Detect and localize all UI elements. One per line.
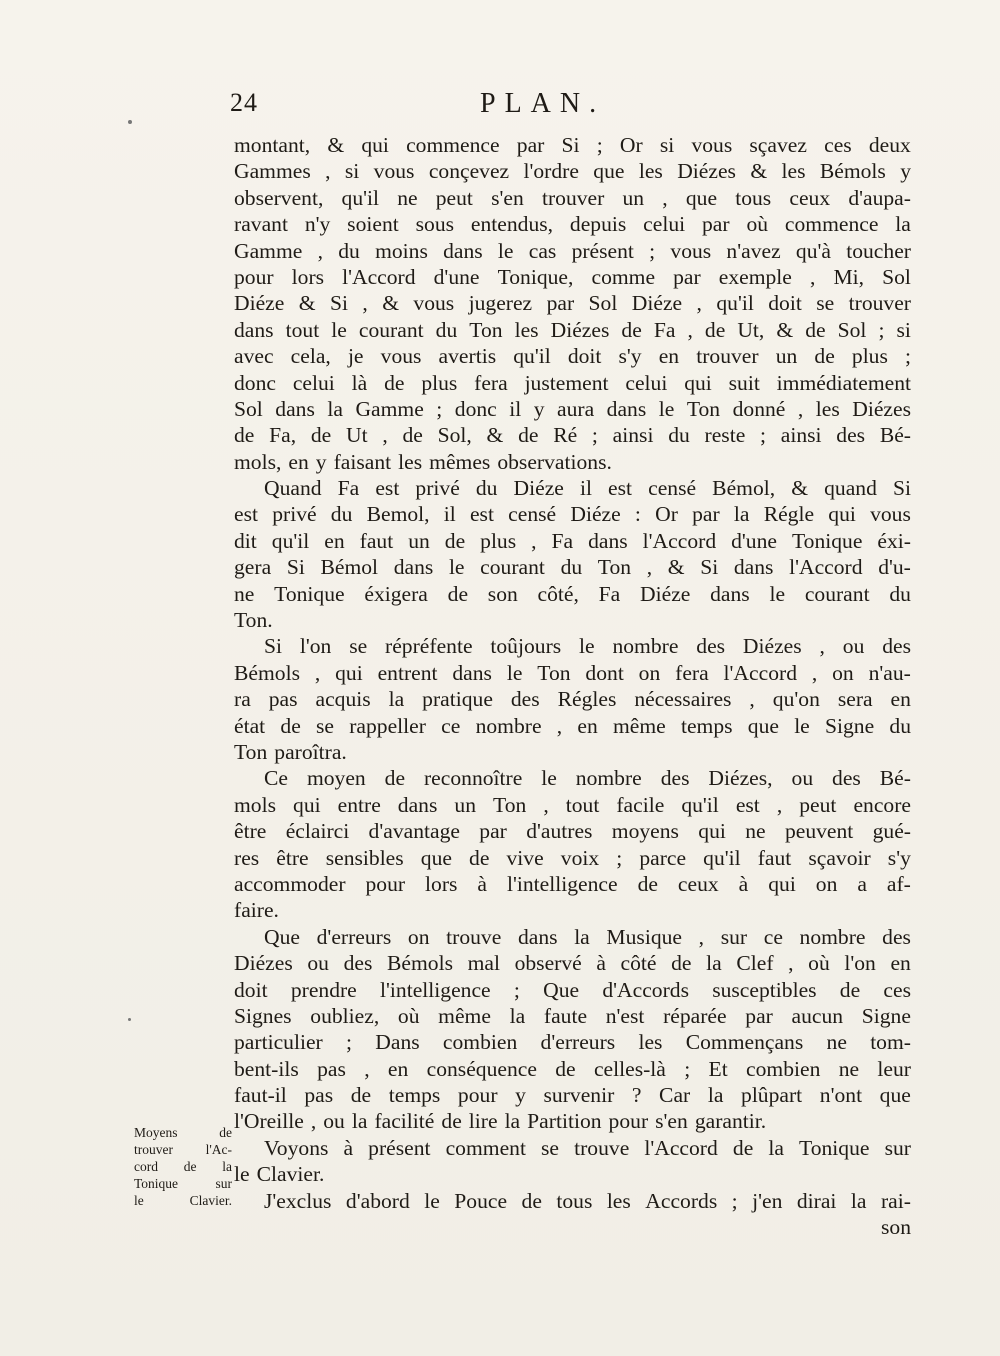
text-line: bent-ils pas , en conséquence de celles-là ; Et combien ne leur <box>234 1056 911 1081</box>
text-line: ra pas acquis la pratique des Régles nécessaires , qu'on sera en <box>234 687 911 712</box>
text-line: mols qui entre dans un Ton , tout facile qu'il est , peut encore <box>234 792 911 817</box>
ink-spot <box>128 1018 131 1021</box>
text-line: état de se rappeller ce nombre , en même temps que le Signe du <box>234 713 911 738</box>
text-line: J'exclus d'abord le Pouce de tous les Accords ; j'en dirai la rai- <box>264 1188 911 1213</box>
text-line: Quand Fa est privé du Diéze il est censé Bémol, & quand Si <box>264 476 911 501</box>
margin-note <box>134 1124 232 1209</box>
text-line: dit qu'il en faut un de plus , Fa dans l'Accord d'une Tonique éxi- <box>234 528 911 553</box>
text-line: ravant n'y soient sous entendus, depuis celui par où commence la <box>234 212 911 237</box>
text-line: son <box>881 1215 911 1240</box>
ink-spot <box>128 120 132 124</box>
text-line: faut-il pas de temps pour y survenir ? Car la plûpart n'ont que <box>234 1083 911 1108</box>
text-line: montant, & qui commence par Si ; Or si vous sçavez ces deux <box>234 133 911 157</box>
text-line: Diézes ou des Bémols mal observé à côté de la Clef , où l'on en <box>234 951 911 976</box>
text-line: pour lors l'Accord d'une Tonique, comme par exemple , Mi, Sol <box>234 264 911 289</box>
text-line: observent, qu'il ne peut s'en trouver un , que tous ceux d'aupa- <box>234 185 911 210</box>
text-line: faire. <box>234 898 279 923</box>
text-line: dans tout le courant du Ton les Diézes de Fa , de Ut, & de Sol ; si <box>234 317 911 342</box>
text-line: de Fa, de Ut , de Sol, & de Ré ; ainsi du reste ; ainsi des Bé- <box>234 423 911 448</box>
margin-note-line: Moyens de <box>134 1125 232 1140</box>
text-line: ne Tonique éxigera de son côté, Fa Diéze dans le courant du <box>234 581 911 606</box>
page-number: 24 <box>230 88 258 117</box>
text-line: Signes oubliez, où même la faute n'est réparée par aucun Signe <box>234 1003 911 1028</box>
text-line: être éclairci d'avantage par d'autres moyens qui ne peuvent gué- <box>234 819 911 844</box>
text-line: l'Oreille , ou la facilité de lire la Partition pour s'en garantir. <box>234 1109 767 1134</box>
text-line: particulier ; Dans combien d'erreurs les Commençans ne tom- <box>234 1030 911 1055</box>
text-line: le Clavier. <box>234 1162 325 1187</box>
text-line: res être sensibles que de vive voix ; parce qu'il faut sçavoir s'y <box>234 845 911 870</box>
running-title: PLAN. <box>480 88 606 119</box>
text-line: Diéze & Si , & vous jugerez par Sol Diéze , qu'il doit se trouver <box>234 291 911 316</box>
margin-note-line: trouver l'Ac- <box>134 1142 232 1157</box>
text-line: Sol dans la Gamme ; donc il y aura dans le Ton donné , les Diézes <box>234 396 911 421</box>
text-line: Gammes , si vous conçevez l'ordre que les Diézes & les Bémols y <box>234 159 911 184</box>
text-line: accommoder pour lors à l'intelligence de ceux à qui on a af- <box>234 871 911 896</box>
text-line: Gamme , du moins dans le cas présent ; vous n'avez qu'à toucher <box>234 238 911 263</box>
body-text <box>234 132 911 1240</box>
text-line: est privé du Bemol, il est censé Diéze : Or par la Régle qui vous <box>234 502 911 527</box>
text-line: Ton paroîtra. <box>234 739 347 764</box>
text-line: Si l'on se répréfente toûjours le nombre des Diézes , ou des <box>264 634 911 659</box>
text-line: Ton. <box>234 608 273 633</box>
text-line: gera Si Bémol dans le courant du Ton , & Si dans l'Accord d'u- <box>234 555 911 580</box>
text-line: avec cela, je vous avertis qu'il doit s'y en trouver un de plus ; <box>234 344 911 369</box>
text-line: Bémols , qui entrent dans le Ton dont on fera l'Accord , on n'au- <box>234 660 911 685</box>
text-line: donc celui là de plus fera justement celui qui suit immédiatement <box>234 370 911 395</box>
page-header <box>230 88 910 122</box>
text-line: Que d'erreurs on trouve dans la Musique , sur ce nombre des <box>264 924 911 949</box>
text-line: doit prendre l'intelligence ; Que d'Accords susceptibles de ces <box>234 977 911 1002</box>
margin-note-line: Tonique sur <box>134 1176 232 1191</box>
margin-note-line: le Clavier. <box>134 1193 232 1208</box>
text-line: mols, en y faisant les mêmes observations. <box>234 449 612 474</box>
text-line: Ce moyen de reconnoître le nombre des Diézes, ou des Bé- <box>264 766 911 791</box>
margin-note-line: cord de la <box>134 1159 232 1174</box>
text-line: Voyons à présent comment se trouve l'Accord de la Tonique sur <box>264 1135 911 1160</box>
